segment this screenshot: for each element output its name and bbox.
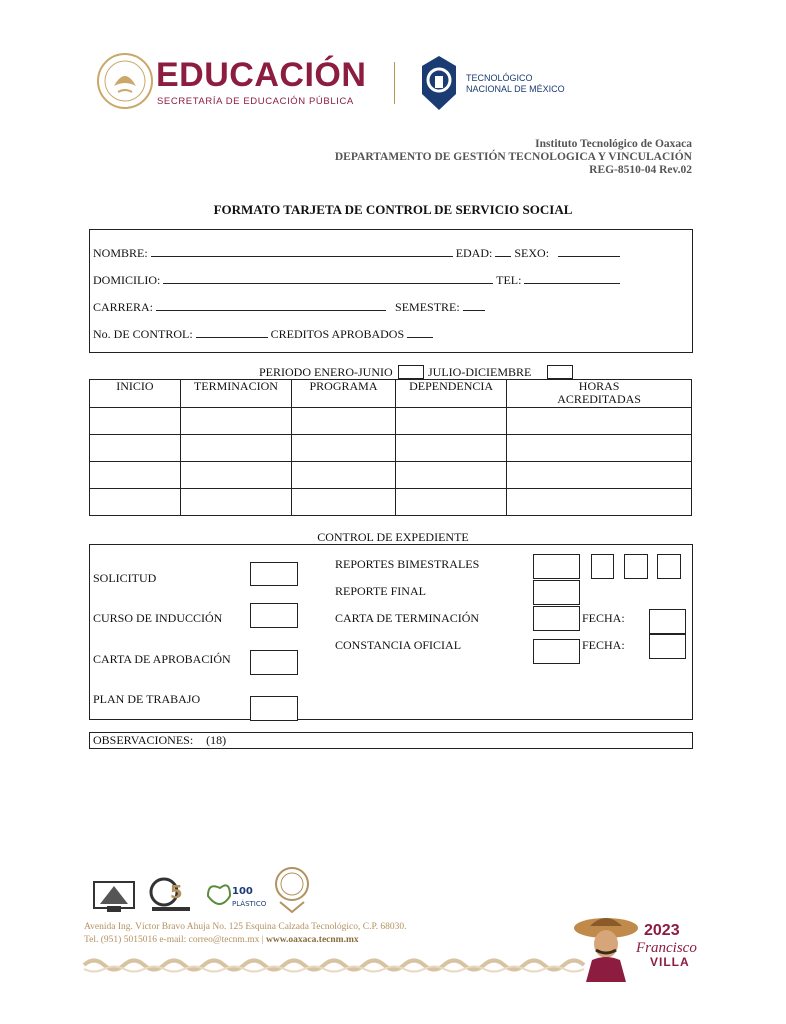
control-row bbox=[93, 326, 433, 342]
no-control-field[interactable] bbox=[196, 326, 268, 338]
register-code: REG-8510-04 Rev.02 bbox=[589, 164, 692, 176]
table-cell[interactable] bbox=[395, 408, 506, 435]
creditos-field[interactable] bbox=[407, 326, 433, 338]
domicilio-row bbox=[93, 272, 620, 288]
no-control-label: No. DE CONTROL: bbox=[93, 327, 193, 341]
table-cell[interactable] bbox=[90, 489, 181, 516]
fecha-constancia-field[interactable] bbox=[649, 634, 686, 659]
semestre-field[interactable] bbox=[463, 299, 485, 311]
observaciones-row bbox=[93, 733, 226, 748]
footer-contact-row bbox=[84, 935, 359, 945]
table-cell[interactable] bbox=[90, 462, 181, 489]
svg-text:PLÁSTICO: PLÁSTICO bbox=[232, 900, 267, 908]
constancia-oficial-checkbox[interactable] bbox=[533, 639, 580, 664]
domicilio-field[interactable] bbox=[163, 272, 493, 284]
edad-field[interactable] bbox=[495, 245, 511, 257]
nombre-field[interactable] bbox=[151, 245, 453, 257]
department-name: DEPARTAMENTO DE GESTIÓN TECNOLOGICA Y VINCULACIÓN bbox=[334, 151, 692, 163]
table-row bbox=[90, 462, 692, 489]
national-seal-logo bbox=[96, 52, 154, 110]
header-programa: PROGRAMA bbox=[292, 380, 396, 408]
footer-fv-name1: Francisco bbox=[636, 940, 697, 956]
carrera-row bbox=[93, 299, 485, 315]
curso-induccion-label: CURSO DE INDUCCIÓN bbox=[93, 611, 223, 625]
periodo-julio-diciembre-label: JULIO-DICIEMBRE bbox=[428, 365, 532, 379]
solicitud-checkbox[interactable] bbox=[250, 562, 298, 586]
header-dependencia: DEPENDENCIA bbox=[395, 380, 506, 408]
reporte-final-checkbox[interactable] bbox=[533, 580, 580, 605]
table-cell[interactable] bbox=[180, 462, 291, 489]
carrera-label: CARRERA: bbox=[93, 300, 154, 314]
fecha-constancia-label: FECHA: bbox=[582, 638, 625, 652]
sep-logo-subtitle: SECRETARÍA DE EDUCACIÓN PÚBLICA bbox=[157, 96, 354, 107]
sexo-field[interactable] bbox=[558, 245, 620, 257]
institute-name: Instituto Tecnológico de Oaxaca bbox=[535, 138, 692, 150]
table-cell[interactable] bbox=[90, 435, 181, 462]
nombre-label: NOMBRE: bbox=[93, 246, 148, 260]
domicilio-label: DOMICILIO: bbox=[93, 273, 161, 287]
carta-aprobacion-checkbox[interactable] bbox=[250, 650, 298, 675]
reporte-bimestral-4-checkbox[interactable] bbox=[657, 554, 681, 579]
tecnm-logo-text: TECNOLÓGICO NACIONAL DE MÉXICO bbox=[466, 73, 565, 94]
carta-terminacion-checkbox[interactable] bbox=[533, 606, 580, 631]
anniversary-logo bbox=[148, 874, 194, 914]
tec-oaxaca-logo bbox=[92, 876, 136, 914]
header-horas-acreditadas: HORAS ACREDITADAS bbox=[507, 380, 692, 408]
tel-label: TEL: bbox=[496, 273, 522, 287]
periodo-enero-junio-label: PERIODO ENERO-JUNIO bbox=[259, 365, 393, 379]
svg-text:5: 5 bbox=[170, 882, 183, 903]
reportes-bimestrales-label: REPORTES BIMESTRALES bbox=[335, 557, 480, 571]
table-cell[interactable] bbox=[395, 489, 506, 516]
tecnm-logo-icon bbox=[418, 54, 460, 112]
reporte-bimestral-3-checkbox[interactable] bbox=[624, 554, 648, 579]
edad-label: EDAD: bbox=[455, 246, 493, 260]
expediente-title: CONTROL DE EXPEDIENTE bbox=[317, 530, 469, 544]
observaciones-value: (18) bbox=[206, 733, 227, 747]
sep-logo-title: EDUCACIÓN bbox=[156, 56, 367, 94]
periodo-julio-diciembre-checkbox[interactable] bbox=[547, 365, 573, 379]
document-title: FORMATO TARJETA DE CONTROL DE SERVICIO SOCIAL bbox=[213, 202, 573, 217]
table-row bbox=[90, 489, 692, 516]
tel-field[interactable] bbox=[524, 272, 620, 284]
table-cell[interactable] bbox=[180, 489, 291, 516]
fecha-terminacion-label: FECHA: bbox=[582, 611, 625, 625]
table-cell[interactable] bbox=[507, 462, 692, 489]
footer-contact: Tel. (951) 5015016 e-mail: correo@tecnm.mx | bbox=[84, 935, 264, 945]
header-inicio: INICIO bbox=[90, 380, 181, 408]
observaciones-label: OBSERVACIONES: bbox=[93, 733, 194, 747]
curso-induccion-checkbox[interactable] bbox=[250, 603, 298, 628]
solicitud-label: SOLICITUD bbox=[93, 571, 157, 585]
certification-seal-logo bbox=[272, 866, 312, 914]
semestre-label: SEMESTRE: bbox=[395, 300, 460, 314]
periodo-enero-junio-checkbox[interactable] bbox=[398, 365, 424, 379]
footer-year: 2023 bbox=[644, 922, 680, 939]
table-cell[interactable] bbox=[292, 489, 396, 516]
carrera-field[interactable] bbox=[156, 299, 386, 311]
table-row bbox=[90, 408, 692, 435]
table-cell[interactable] bbox=[292, 408, 396, 435]
decorative-pattern-band bbox=[84, 956, 584, 974]
logo-divider bbox=[394, 62, 395, 104]
sexo-label: SEXO: bbox=[514, 246, 550, 260]
reporte-bimestral-1-checkbox[interactable] bbox=[533, 554, 580, 579]
table-cell[interactable] bbox=[395, 462, 506, 489]
header-terminacion: TERMINACION bbox=[180, 380, 291, 408]
table-cell[interactable] bbox=[180, 408, 291, 435]
fecha-terminacion-field[interactable] bbox=[649, 609, 686, 634]
table-cell[interactable] bbox=[292, 435, 396, 462]
carta-terminacion-label: CARTA DE TERMINACIÓN bbox=[335, 611, 480, 625]
footer-website-link[interactable]: www.oaxaca.tecnm.mx bbox=[266, 935, 359, 945]
plastic-free-logo bbox=[202, 878, 267, 914]
nombre-row bbox=[93, 245, 620, 261]
table-cell[interactable] bbox=[292, 462, 396, 489]
table-cell[interactable] bbox=[180, 435, 291, 462]
service-hours-table bbox=[89, 379, 692, 516]
francisco-villa-portrait-icon bbox=[572, 908, 640, 982]
table-cell[interactable] bbox=[507, 408, 692, 435]
plan-trabajo-checkbox[interactable] bbox=[250, 696, 298, 721]
reporte-final-label: REPORTE FINAL bbox=[335, 584, 426, 598]
table-row bbox=[90, 435, 692, 462]
table-cell[interactable] bbox=[507, 489, 692, 516]
svg-text:100: 100 bbox=[232, 886, 253, 897]
table-cell[interactable] bbox=[90, 408, 181, 435]
footer-fv-name2: VILLA bbox=[650, 955, 690, 969]
creditos-label: CREDITOS APROBADOS bbox=[270, 327, 405, 341]
constancia-oficial-label: CONSTANCIA OFICIAL bbox=[335, 638, 462, 652]
table-cell[interactable] bbox=[395, 435, 506, 462]
carta-aprobacion-label: CARTA DE APROBACIÓN bbox=[93, 652, 231, 666]
footer-address: Avenida Ing. Víctor Bravo Ahuja No. 125 Esquina Calzada Tecnológico, C.P. 68030. bbox=[84, 922, 407, 932]
reporte-bimestral-2-checkbox[interactable] bbox=[591, 554, 614, 579]
plan-trabajo-label: PLAN DE TRABAJO bbox=[93, 692, 201, 706]
table-header-row bbox=[90, 380, 692, 408]
table-cell[interactable] bbox=[507, 435, 692, 462]
